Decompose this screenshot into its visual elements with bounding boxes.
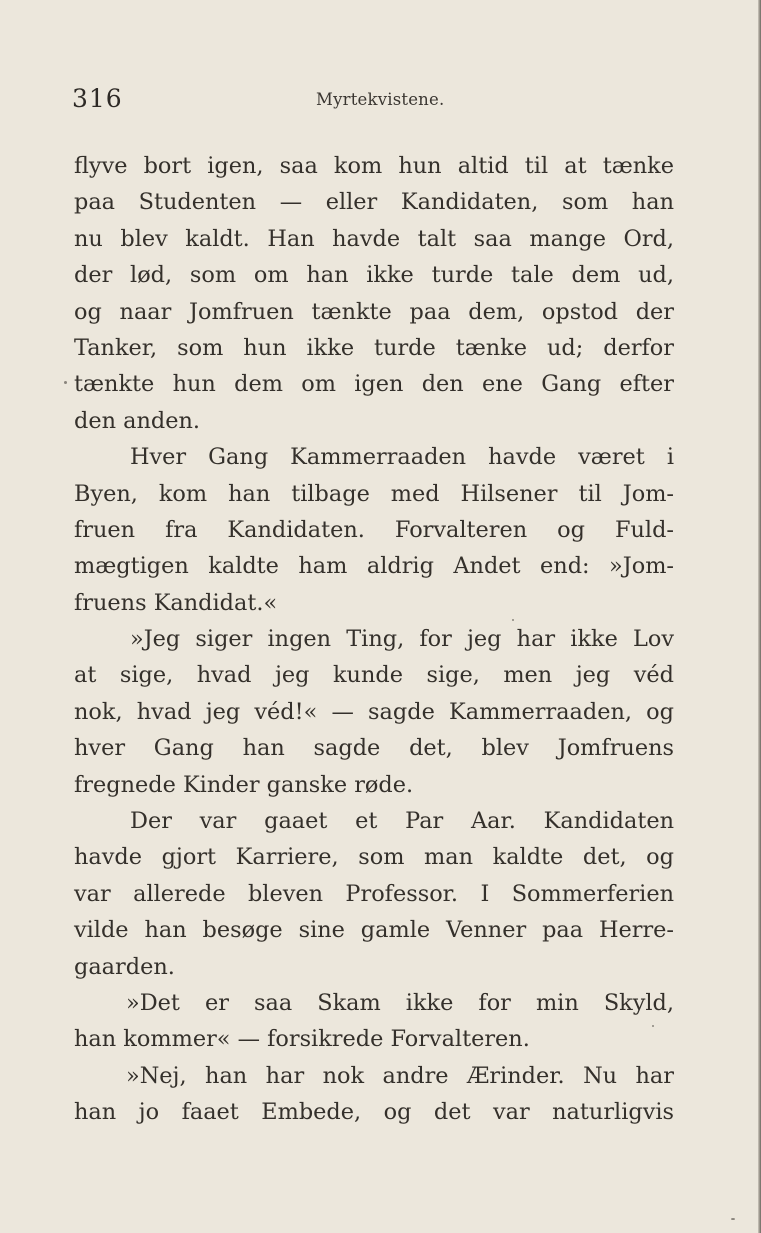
- text-line: gaarden.: [74, 953, 175, 980]
- page-header: [72, 84, 672, 124]
- page-number: 316: [72, 84, 123, 113]
- text-line: hver Gang han sagde det, blev Jomfruens: [74, 735, 674, 762]
- paper-speck: [652, 1025, 654, 1027]
- text-line: »Det er saa Skam ikke for min Skyld,: [126, 989, 674, 1016]
- body-text: [74, 148, 674, 1131]
- text-line: og naar Jomfruen tænkte paa dem, opstod der: [74, 298, 674, 325]
- text-line: havde gjort Karriere, som man kaldte det, og: [74, 844, 674, 871]
- text-line: der lød, som om han ikke turde tale dem ud,: [74, 262, 674, 289]
- text-line: flyve bort igen, saa kom hun altid til at tænke: [74, 153, 674, 179]
- text-line: Der var gaaet et Par Aar. Kandidaten: [130, 808, 674, 835]
- text-line: paa Studenten — eller Kandidaten, som han: [74, 189, 674, 216]
- text-line: »Jeg siger ingen Ting, for jeg har ikke Lov: [130, 626, 674, 653]
- text-line: Byen, kom han tilbage med Hilsener til Jom-: [74, 480, 674, 507]
- text-line: nu blev kaldt. Han havde talt saa mange Ord,: [74, 225, 674, 252]
- text-line: at sige, hvad jeg kunde sige, men jeg véd: [74, 662, 674, 689]
- text-line: fregnede Kinder ganske røde.: [74, 771, 414, 798]
- running-title: Myrtekvistene.: [316, 90, 445, 109]
- text-line: tænkte hun dem om igen den ene Gang efter: [74, 371, 674, 398]
- text-line: han jo faaet Embede, og det var naturligvis: [74, 1099, 674, 1126]
- text-line: den anden.: [74, 407, 201, 434]
- paper-speck: [512, 619, 514, 621]
- text-line: mægtigen kaldte ham aldrig Andet end: »Jom-: [74, 553, 674, 580]
- paper-speck: [731, 1218, 735, 1220]
- text-line: fruens Kandidat.«: [74, 589, 278, 616]
- text-line: nok, hvad jeg véd!« — sagde Kammerraaden, og: [74, 698, 674, 725]
- text-line: var allerede bleven Professor. I Sommerferien: [74, 880, 674, 907]
- paper-speck: [64, 381, 67, 384]
- text-line: Tanker, som hun ikke turde tænke ud; derfor: [74, 334, 674, 361]
- text-line: Hver Gang Kammerraaden havde været i: [130, 444, 674, 471]
- text-line: fruen fra Kandidaten. Forvalteren og Fuld-: [74, 516, 674, 543]
- text-line: vilde han besøge sine gamle Venner paa Herre-: [74, 917, 674, 944]
- text-line: »Nej, han har nok andre Ærinder. Nu har: [126, 1062, 674, 1089]
- text-line: han kommer« — forsikrede Forvalteren.: [74, 1026, 530, 1053]
